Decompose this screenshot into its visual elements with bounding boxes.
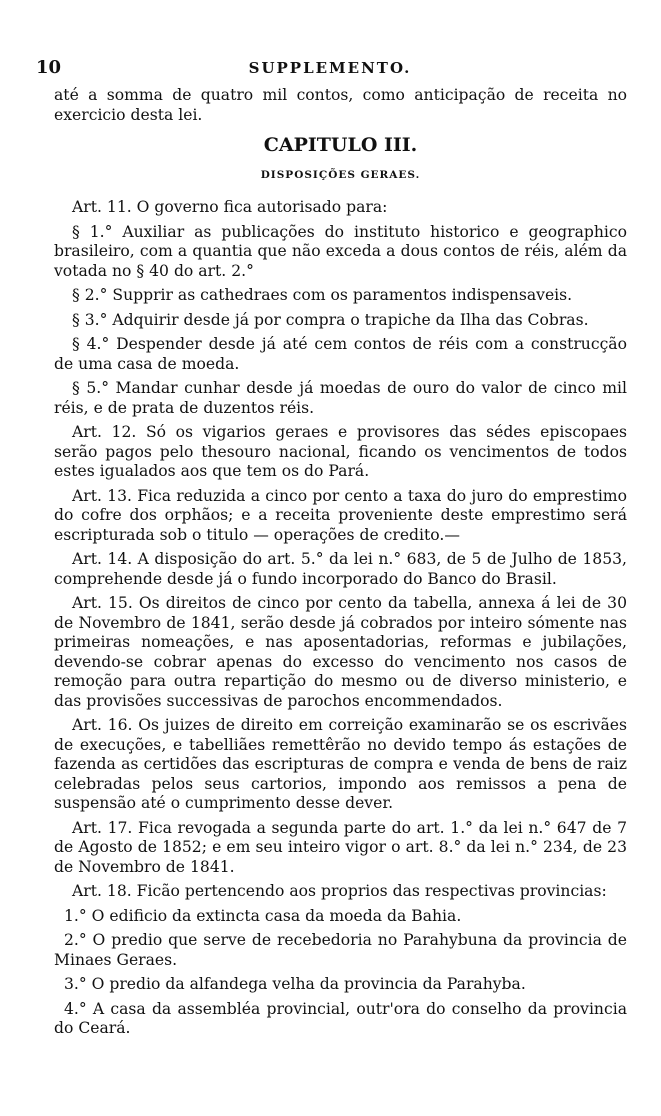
page-number: 10: [36, 57, 62, 78]
running-header: [36, 57, 624, 79]
opening-line-1: [54, 86, 627, 125]
chapter-title: CAPITULO III.: [263, 134, 418, 156]
running-title: SUPPLEMENTO.: [248, 59, 412, 77]
article-18: Art. 18. Ficão pertencendo aos proprios das respectivas provincias:: [72, 882, 607, 900]
article-17: Art. 17. Fica revogada a segunda parte do art. 1.° da lei n.° 647 de 7 de Agosto de 1852; e em seu inteiro vigor o art. 8.° da lei n.° 234, de 23 de Novembro de 1841.: [54, 818, 627, 876]
article-16: Art. 16. Os juizes de direito em correição examinarão se os escrivães de execuções, e tabelliães remettêrão no devido tempo ás estações de fazenda as certidões das escripturas de compra e venda de bens de raiz celebradas pelos seus cartorios, impondo aos remissos a pena de suspensão até o cumprimento desse dever.: [54, 716, 627, 812]
section-4: § 4.° Despender desde já até cem contos de réis com a construcção de uma casa de moeda.: [54, 335, 627, 373]
opening-line-1-text: até a somma de quatro mil contos, como anticipação de receita no: [54, 86, 627, 104]
section-1: § 1.° Auxiliar as publicações do instituto historico e geographico brasileiro, com a quantia que não exceda a dous contos de réis, além da votada no § 40 do art. 2.°: [54, 222, 627, 280]
article-13: Art. 13. Fica reduzida a cinco por cento a taxa do juro do emprestimo do cofre dos orphãos; e a receita proveniente deste emprestimo será escripturada sob o titulo — operações de credito.—: [54, 486, 627, 544]
article-12: Art. 12. Só os vigarios geraes e provisores das sédes episcopaes serão pagos pelo thesouro nacional, ficando os vencimentos de todos estes igualados aos que tem os do Pará.: [54, 423, 627, 480]
page-body: [54, 86, 627, 1039]
list-item: 2.° O predio que serve de recebedoria no Parahybuna da provincia de Minaes Geraes.: [54, 931, 627, 969]
article-14: Art. 14. A disposição do art. 5.° da lei n.° 683, de 5 de Julho de 1853, comprehende desde já o fundo incorporado do Banco do Brasil.: [54, 550, 627, 588]
section-2: § 2.° Supprir as cathedraes com os paramentos indispensaveis.: [72, 286, 573, 304]
section-3: § 3.° Adquirir desde já por compra o trapiche da Ilha das Cobras.: [72, 310, 589, 329]
article-11: Art. 11. O governo fica autorisado para:: [72, 198, 388, 216]
section-5: § 5.° Mandar cunhar desde já moedas de ouro do valor de cinco mil réis, e de prata de duzentos réis.: [54, 379, 627, 417]
list-item: 4.° A casa da assembléa provincial, outr'ora do conselho da provincia do Ceará.: [54, 999, 627, 1037]
opening-line-2-text: exercicio desta lei.: [54, 105, 203, 124]
article-15: Art. 15. Os direitos de cinco por cento da tabella, annexa á lei de 30 de Novembro de 1841, serão desde já cobrados por inteiro sómente nas primeiras nomeações, e nas aposentadorias, reformas e jubilações, devendo-se cobrar apenas do excesso do vencimento nos casos de remoção para outra repartição do mesmo ou de diverso ministerio, e das provisões successivas de parochos encommendados.: [54, 594, 627, 710]
list-item: 3.° O predio da alfandega velha da provincia da Parahyba.: [64, 975, 526, 993]
list-item: 1.° O edificio da extincta casa da moeda da Bahia.: [64, 906, 462, 925]
chapter-subtitle: DISPOSIÇÕES GERAES.: [260, 169, 421, 181]
